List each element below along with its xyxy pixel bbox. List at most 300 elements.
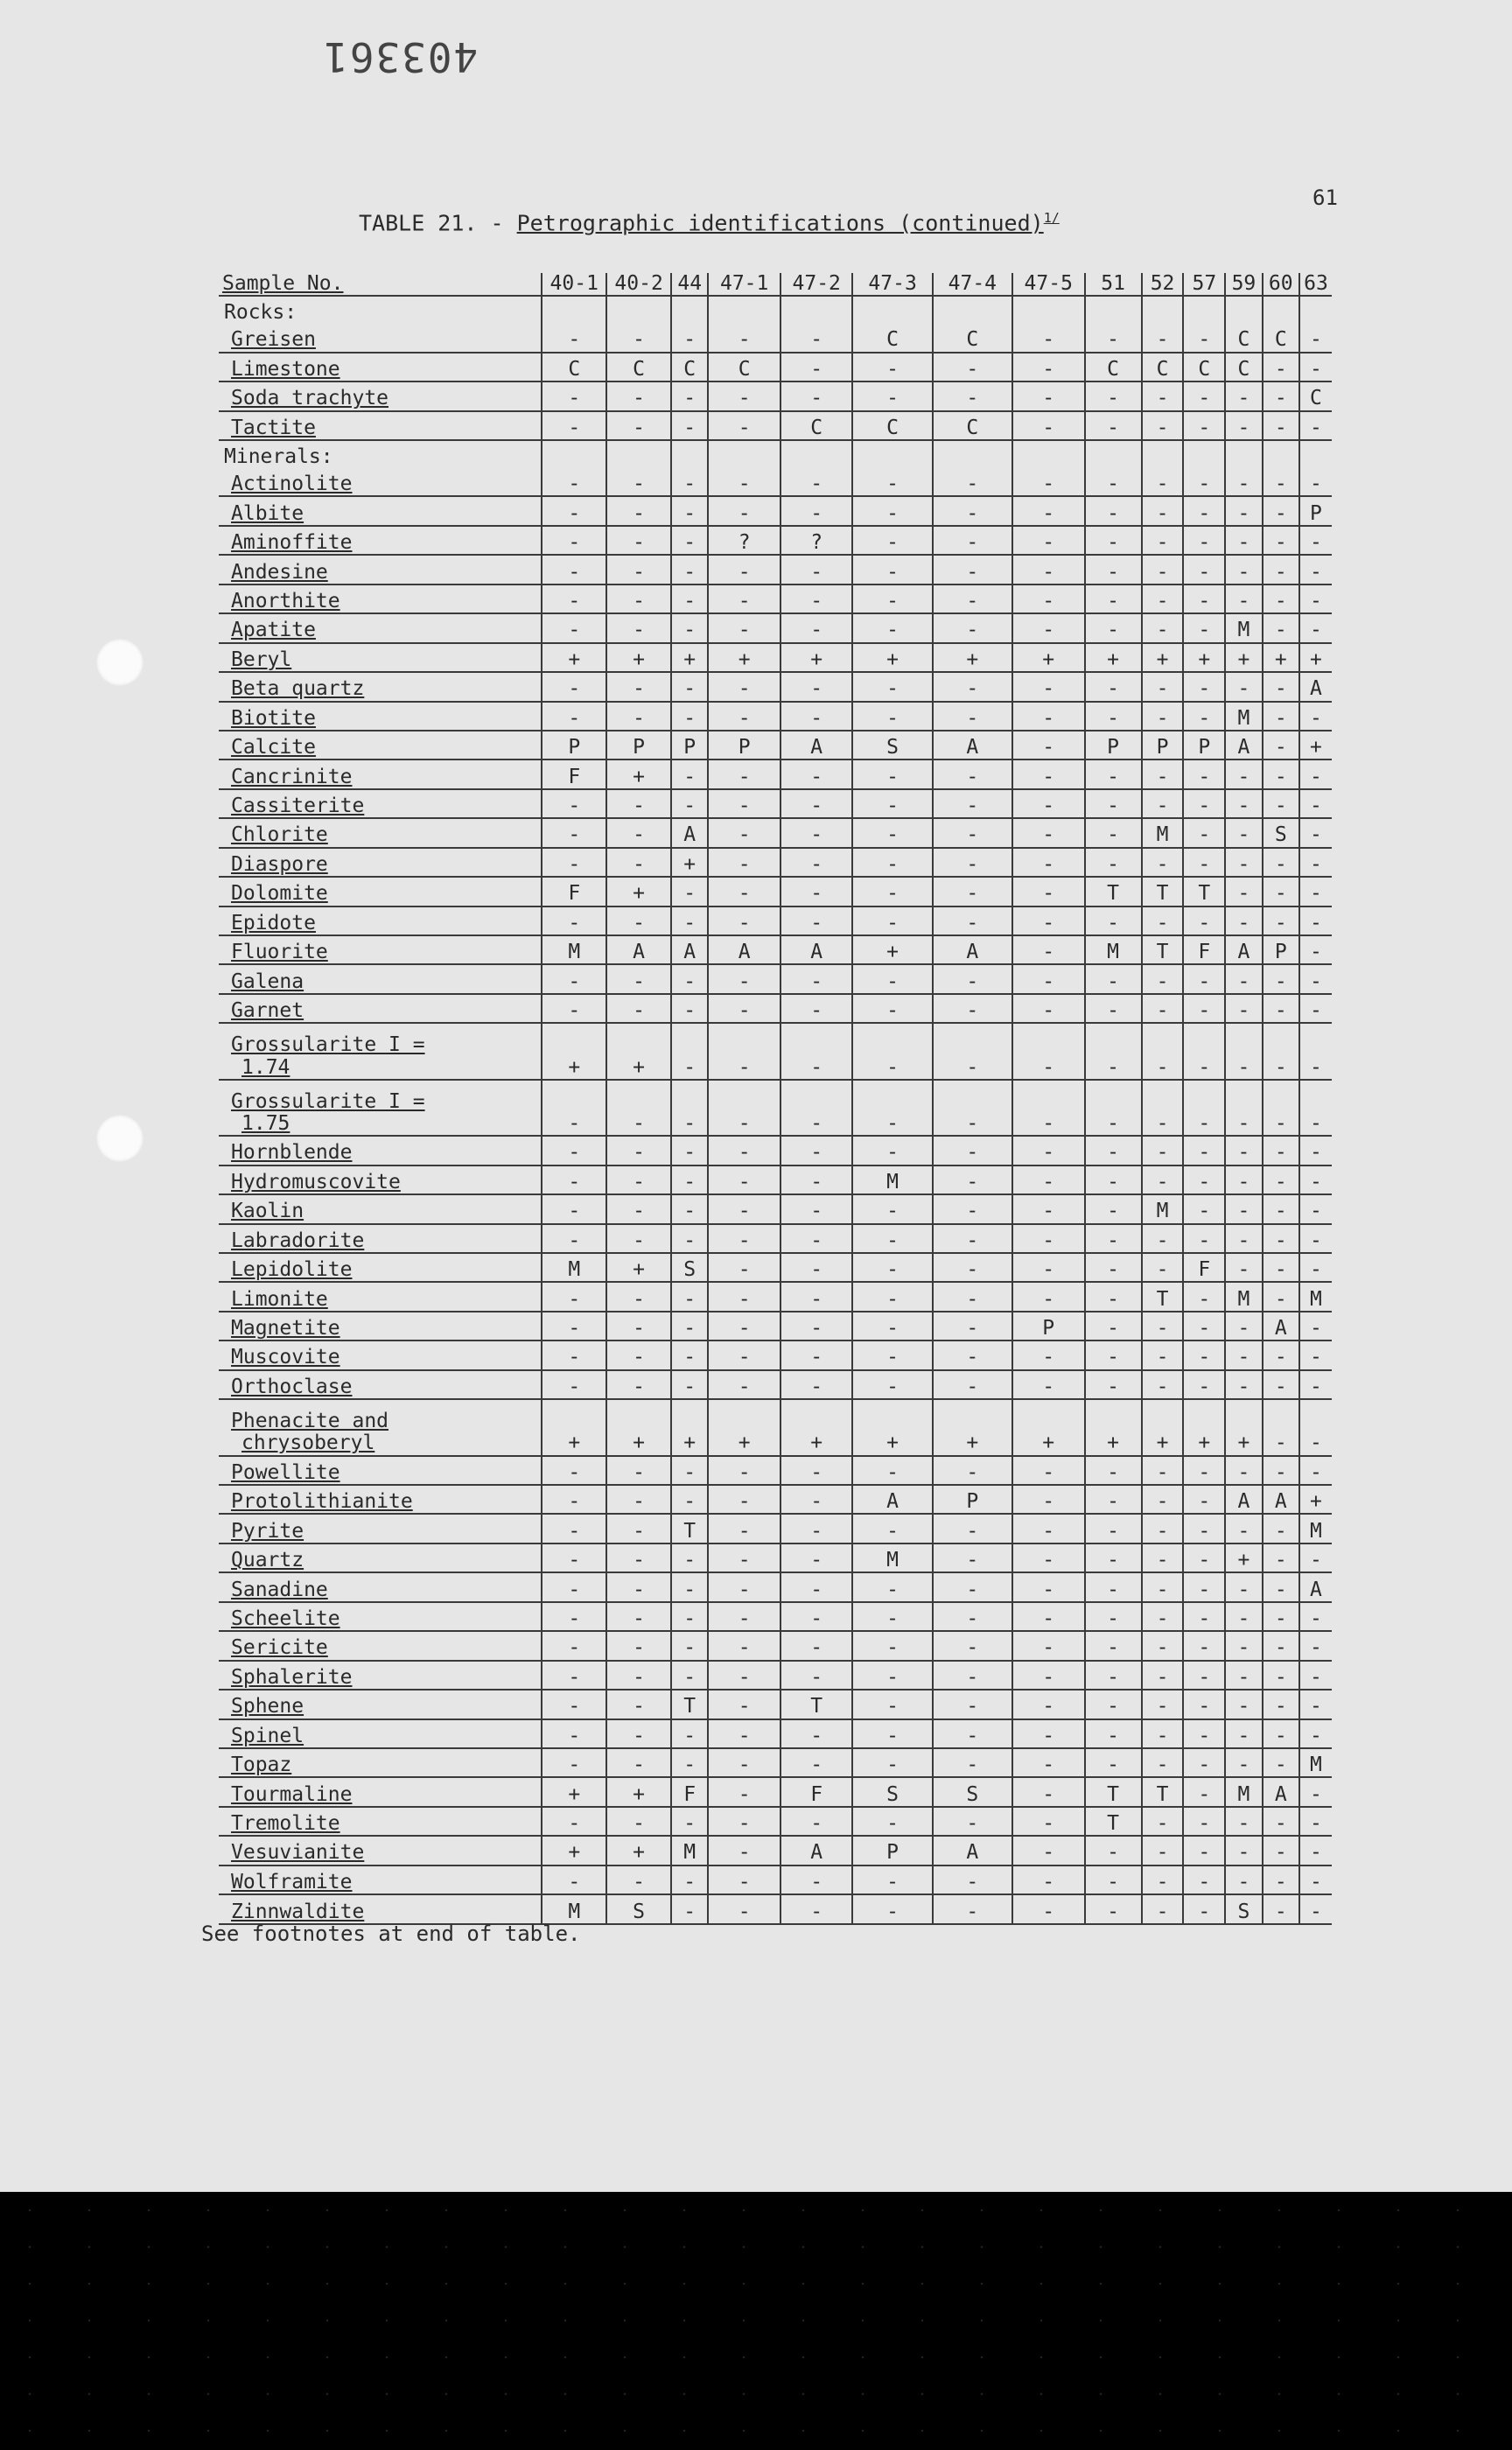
table-cell: -: [852, 789, 932, 818]
table-cell: +: [1225, 1544, 1262, 1572]
table-cell: -: [1225, 877, 1262, 906]
table-cell: -: [852, 1807, 932, 1836]
table-cell: -: [1299, 1312, 1332, 1340]
table-cell: -: [542, 1166, 606, 1194]
row-label: [219, 994, 542, 1023]
column-header: 47-4: [933, 273, 1012, 296]
table-cell: -: [1299, 1399, 1332, 1455]
row-label: [219, 440, 542, 468]
table-cell: -: [780, 1514, 853, 1543]
table-cell: -: [933, 1253, 1012, 1282]
table-cell: -: [671, 1544, 708, 1572]
table-cell: -: [606, 848, 671, 877]
table-cell: -: [708, 1166, 780, 1194]
table-cell: -: [852, 1340, 932, 1369]
row-label: [219, 1456, 542, 1485]
table-cell: -: [671, 526, 708, 555]
table-cell: -: [1299, 1253, 1332, 1282]
table-cell: -: [1263, 702, 1299, 731]
table-cell: F: [671, 1777, 708, 1806]
table-cell: +: [606, 1023, 671, 1079]
table-row: [219, 789, 1332, 818]
row-label-line: Tactite: [231, 416, 316, 439]
table-cell: -: [606, 555, 671, 584]
table-cell: -: [606, 1514, 671, 1543]
table-cell: -: [852, 1370, 932, 1399]
table-cell: T: [1142, 1282, 1184, 1311]
table-cell: -: [708, 789, 780, 818]
table-cell: -: [1183, 818, 1225, 847]
table-row: [219, 382, 1332, 410]
table-cell: -: [1299, 906, 1332, 935]
table-cell: C: [933, 325, 1012, 353]
table-cell: -: [1225, 584, 1262, 613]
table-cell: -: [1142, 526, 1184, 555]
row-label-line: Lepidolite: [231, 1258, 353, 1282]
row-label: [219, 1253, 542, 1282]
table-cell: -: [1142, 1748, 1184, 1777]
table-cell: S: [671, 1253, 708, 1282]
table-cell: -: [1225, 468, 1262, 496]
table-cell: -: [1012, 1661, 1085, 1690]
table-cell: -: [1299, 877, 1332, 906]
table-cell: +: [1183, 1399, 1225, 1455]
table-cell: -: [671, 760, 708, 788]
table-cell: +: [542, 1836, 606, 1865]
table-cell: -: [606, 613, 671, 642]
row-label-line: Andesine: [231, 560, 328, 584]
section-row: [219, 296, 1332, 324]
table-cell: P: [1012, 1312, 1085, 1340]
table-cell: -: [1183, 1282, 1225, 1311]
row-label-line: Magnetite: [231, 1317, 340, 1340]
table-row: [219, 1661, 1332, 1690]
table-cell: -: [1299, 1894, 1332, 1924]
table-cell: -: [1183, 1690, 1225, 1718]
row-label-line: Aminoffite: [231, 531, 353, 555]
table-cell: [1263, 440, 1299, 468]
table-cell: -: [1263, 1748, 1299, 1777]
table-cell: -: [1225, 1748, 1262, 1777]
table-cell: -: [542, 789, 606, 818]
table-cell: -: [1142, 468, 1184, 496]
table-cell: -: [1012, 1136, 1085, 1165]
table-cell: -: [780, 1631, 853, 1660]
table-cell: S: [1263, 818, 1299, 847]
table-cell: M: [1225, 1777, 1262, 1806]
table-cell: -: [671, 1602, 708, 1631]
row-label: [219, 1807, 542, 1836]
table-cell: -: [542, 964, 606, 993]
row-label-line: Galena: [231, 970, 304, 993]
table-cell: -: [780, 325, 853, 353]
row-label-line: Kaolin: [231, 1200, 304, 1223]
table-cell: A: [780, 935, 853, 964]
table-row: [219, 555, 1332, 584]
table-row: [219, 1312, 1332, 1340]
row-label-line: Epidote: [231, 911, 316, 934]
table-row: [219, 1253, 1332, 1282]
table-cell: -: [708, 584, 780, 613]
table-cell: -: [542, 1719, 606, 1748]
table-cell: -: [933, 1340, 1012, 1369]
table-cell: -: [1299, 1807, 1332, 1836]
row-label: [219, 325, 542, 353]
table-cell: [1085, 296, 1142, 324]
table-cell: [1225, 296, 1262, 324]
table-row: [219, 877, 1332, 906]
table-footnote: See footnotes at end of table.: [201, 1922, 581, 1946]
table-cell: -: [1225, 1719, 1262, 1748]
table-cell: -: [1263, 1661, 1299, 1690]
row-label: [219, 526, 542, 555]
table-cell: [542, 440, 606, 468]
table-cell: -: [606, 906, 671, 935]
table-cell: -: [1012, 1544, 1085, 1572]
table-cell: S: [852, 1777, 932, 1806]
row-label: [219, 643, 542, 672]
table-cell: A: [1299, 672, 1332, 701]
row-label: [219, 1894, 542, 1924]
row-label-line: Protolithianite: [231, 1490, 413, 1514]
table-cell: -: [780, 496, 853, 525]
table-cell: M: [1299, 1282, 1332, 1311]
table-row: [219, 526, 1332, 555]
table-cell: -: [708, 906, 780, 935]
table-cell: -: [1142, 1836, 1184, 1865]
table-cell: -: [1299, 935, 1332, 964]
table-cell: -: [1225, 1836, 1262, 1865]
table-cell: -: [1225, 382, 1262, 410]
table-cell: -: [780, 760, 853, 788]
table-cell: -: [933, 526, 1012, 555]
table-cell: -: [1183, 584, 1225, 613]
table-cell: -: [671, 1894, 708, 1924]
row-label-line: Topaz: [231, 1754, 292, 1777]
table-cell: +: [1225, 1399, 1262, 1455]
table-cell: -: [933, 877, 1012, 906]
table-cell: -: [1183, 411, 1225, 440]
table-cell: -: [606, 1719, 671, 1748]
row-label-line: Anorthite: [231, 589, 340, 612]
table-cell: -: [1263, 877, 1299, 906]
table-cell: -: [1142, 1602, 1184, 1631]
table-cell: -: [1263, 1080, 1299, 1136]
table-cell: -: [1299, 1370, 1332, 1399]
row-label: [219, 1312, 542, 1340]
table-cell: -: [1085, 789, 1142, 818]
table-cell: -: [708, 1224, 780, 1253]
table-cell: -: [542, 1136, 606, 1165]
table-cell: -: [852, 848, 932, 877]
table-cell: -: [1183, 1080, 1225, 1136]
table-cell: -: [1225, 1166, 1262, 1194]
table-cell: -: [1183, 1866, 1225, 1894]
table-cell: -: [606, 994, 671, 1023]
table-cell: -: [1263, 1224, 1299, 1253]
table-cell: -: [708, 325, 780, 353]
table-cell: -: [1085, 1224, 1142, 1253]
table-cell: T: [780, 1690, 853, 1718]
table-cell: -: [671, 877, 708, 906]
row-label: [219, 1602, 542, 1631]
section-row: [219, 440, 1332, 468]
table-cell: -: [708, 1194, 780, 1223]
table-cell: -: [933, 1456, 1012, 1485]
table-cell: -: [1012, 325, 1085, 353]
table-row: [219, 848, 1332, 877]
table-cell: -: [852, 468, 932, 496]
table-row: [219, 1456, 1332, 1485]
table-cell: [606, 296, 671, 324]
table-cell: A: [933, 935, 1012, 964]
table-cell: -: [1085, 1370, 1142, 1399]
row-label-line: Pyrite: [231, 1519, 304, 1543]
table-cell: -: [1183, 1194, 1225, 1223]
table-cell: -: [1183, 496, 1225, 525]
table-cell: -: [1085, 1514, 1142, 1543]
table-cell: -: [1183, 1023, 1225, 1079]
row-label-line: Minerals:: [224, 444, 333, 468]
table-row: [219, 1370, 1332, 1399]
table-cell: -: [933, 496, 1012, 525]
table-cell: -: [1012, 848, 1085, 877]
table-cell: -: [1142, 1080, 1184, 1136]
table-cell: A: [1263, 1485, 1299, 1514]
table-cell: -: [708, 1253, 780, 1282]
table-cell: -: [1225, 672, 1262, 701]
table-cell: [852, 296, 932, 324]
table-cell: +: [1183, 643, 1225, 672]
row-label-line: Garnet: [231, 999, 304, 1023]
row-label: [219, 1166, 542, 1194]
table-cell: -: [606, 1340, 671, 1369]
table-cell: -: [1142, 1514, 1184, 1543]
table-cell: -: [1085, 906, 1142, 935]
table-cell: -: [1225, 1572, 1262, 1601]
table-row: [219, 1602, 1332, 1631]
table-cell: -: [1085, 702, 1142, 731]
table-cell: -: [1225, 1514, 1262, 1543]
table-cell: -: [542, 1807, 606, 1836]
table-cell: -: [1012, 496, 1085, 525]
table-cell: -: [671, 1661, 708, 1690]
table-cell: -: [780, 994, 853, 1023]
table-cell: -: [1263, 613, 1299, 642]
table-cell: -: [1085, 526, 1142, 555]
table-cell: -: [671, 1572, 708, 1601]
table-cell: -: [1085, 411, 1142, 440]
row-label: [219, 731, 542, 760]
table-cell: -: [780, 468, 853, 496]
table-cell: -: [852, 555, 932, 584]
table-cell: -: [1225, 760, 1262, 788]
table-cell: -: [606, 1224, 671, 1253]
table-cell: -: [1263, 1572, 1299, 1601]
table-title-text: Petrographic identifications (continued): [516, 210, 1044, 236]
table-cell: -: [933, 613, 1012, 642]
table-cell: +: [1299, 731, 1332, 760]
row-label: [219, 1194, 542, 1223]
table-cell: -: [671, 1631, 708, 1660]
table-cell: -: [1225, 1866, 1262, 1894]
table-cell: -: [1012, 906, 1085, 935]
table-cell: -: [933, 672, 1012, 701]
table-cell: -: [780, 1194, 853, 1223]
table-cell: -: [1225, 1340, 1262, 1369]
table-cell: -: [1225, 496, 1262, 525]
table-cell: -: [1142, 702, 1184, 731]
table-cell: -: [1263, 1836, 1299, 1865]
table-cell: T: [1085, 1807, 1142, 1836]
table-cell: -: [542, 1282, 606, 1311]
table-cell: -: [852, 1661, 932, 1690]
table-cell: -: [542, 382, 606, 410]
table-cell: P: [1142, 731, 1184, 760]
table-cell: -: [1183, 1748, 1225, 1777]
table-cell: -: [1085, 1748, 1142, 1777]
table-cell: -: [1012, 964, 1085, 993]
table-cell: -: [1225, 1253, 1262, 1282]
table-cell: -: [606, 1312, 671, 1340]
table-cell: -: [542, 1370, 606, 1399]
table-cell: -: [606, 496, 671, 525]
table-cell: -: [1012, 1253, 1085, 1282]
table-cell: -: [1183, 672, 1225, 701]
table-cell: -: [671, 613, 708, 642]
table-cell: -: [671, 411, 708, 440]
table-cell: -: [780, 584, 853, 613]
table-cell: -: [708, 1136, 780, 1165]
table-cell: -: [1299, 1690, 1332, 1718]
table-cell: -: [933, 1661, 1012, 1690]
table-cell: -: [542, 1340, 606, 1369]
table-cell: [1085, 440, 1142, 468]
table-cell: -: [780, 1719, 853, 1748]
table-cell: -: [1225, 555, 1262, 584]
table-cell: -: [1299, 325, 1332, 353]
row-label: [219, 702, 542, 731]
table-cell: -: [1142, 1719, 1184, 1748]
table-cell: -: [1012, 353, 1085, 382]
table-cell: -: [1085, 382, 1142, 410]
table-cell: -: [1085, 496, 1142, 525]
table-cell: -: [852, 877, 932, 906]
table-row: [219, 496, 1332, 525]
table-cell: -: [780, 1224, 853, 1253]
table-cell: -: [708, 1661, 780, 1690]
table-cell: +: [606, 760, 671, 788]
table-cell: -: [1142, 1631, 1184, 1660]
table-cell: -: [852, 702, 932, 731]
table-cell: -: [933, 1282, 1012, 1311]
table-cell: -: [1299, 411, 1332, 440]
table-cell: -: [1299, 760, 1332, 788]
table-cell: A: [1225, 935, 1262, 964]
table-cell: -: [671, 1312, 708, 1340]
row-label-line: Sphalerite: [231, 1665, 353, 1689]
table-cell: A: [933, 731, 1012, 760]
table-row: [219, 1866, 1332, 1894]
table-cell: M: [1225, 613, 1262, 642]
table-cell: -: [1263, 1282, 1299, 1311]
table-cell: -: [606, 1485, 671, 1514]
table-cell: +: [708, 1399, 780, 1455]
table-cell: [1299, 440, 1332, 468]
row-label: [219, 496, 542, 525]
table-cell: M: [1142, 818, 1184, 847]
table-cell: [606, 440, 671, 468]
table-cell: -: [542, 1661, 606, 1690]
table-cell: -: [708, 1514, 780, 1543]
table-cell: -: [933, 1224, 1012, 1253]
row-label: [219, 760, 542, 788]
table-cell: -: [933, 760, 1012, 788]
table-cell: -: [1142, 1572, 1184, 1601]
table-cell: [1183, 296, 1225, 324]
table-cell: [708, 296, 780, 324]
table-cell: -: [1263, 1690, 1299, 1718]
table-cell: -: [780, 1370, 853, 1399]
table-cell: -: [1085, 994, 1142, 1023]
table-cell: -: [606, 672, 671, 701]
table-cell: -: [1142, 496, 1184, 525]
table-cell: -: [1085, 848, 1142, 877]
row-label-line: Zinnwaldite: [231, 1900, 365, 1923]
row-label-line: Labradorite: [231, 1228, 365, 1252]
table-cell: -: [1142, 1023, 1184, 1079]
table-cell: -: [1183, 1544, 1225, 1572]
table-cell: -: [1263, 1807, 1299, 1836]
table-cell: +: [780, 1399, 853, 1455]
table-cell: -: [1012, 1370, 1085, 1399]
table-cell: -: [1225, 906, 1262, 935]
table-cell: -: [852, 1023, 932, 1079]
table-cell: +: [933, 643, 1012, 672]
table-cell: -: [606, 1572, 671, 1601]
table-row: [219, 1544, 1332, 1572]
table-cell: -: [1263, 848, 1299, 877]
row-label: [219, 296, 542, 324]
table-cell: -: [1012, 1777, 1085, 1806]
punch-hole: [96, 1115, 144, 1162]
table-cell: -: [542, 994, 606, 1023]
table-row: [219, 731, 1332, 760]
table-cell: -: [852, 994, 932, 1023]
table-cell: C: [1263, 325, 1299, 353]
table-cell: -: [671, 1023, 708, 1079]
table-cell: -: [1299, 1023, 1332, 1079]
table-cell: -: [1012, 555, 1085, 584]
table-cell: -: [1183, 1719, 1225, 1748]
table-cell: -: [1183, 789, 1225, 818]
table-cell: -: [1012, 1690, 1085, 1718]
table-row: [219, 1282, 1332, 1311]
table-cell: -: [1225, 1136, 1262, 1165]
table-cell: -: [933, 994, 1012, 1023]
table-cell: P: [542, 731, 606, 760]
table-cell: -: [606, 468, 671, 496]
table-cell: -: [1183, 1514, 1225, 1543]
table-row: [219, 906, 1332, 935]
table-cell: -: [933, 964, 1012, 993]
table-cell: A: [606, 935, 671, 964]
table-cell: -: [1225, 1690, 1262, 1718]
table-cell: -: [542, 702, 606, 731]
table-cell: C: [1142, 353, 1184, 382]
table-cell: M: [1225, 1282, 1262, 1311]
table-cell: A: [1225, 1485, 1262, 1514]
